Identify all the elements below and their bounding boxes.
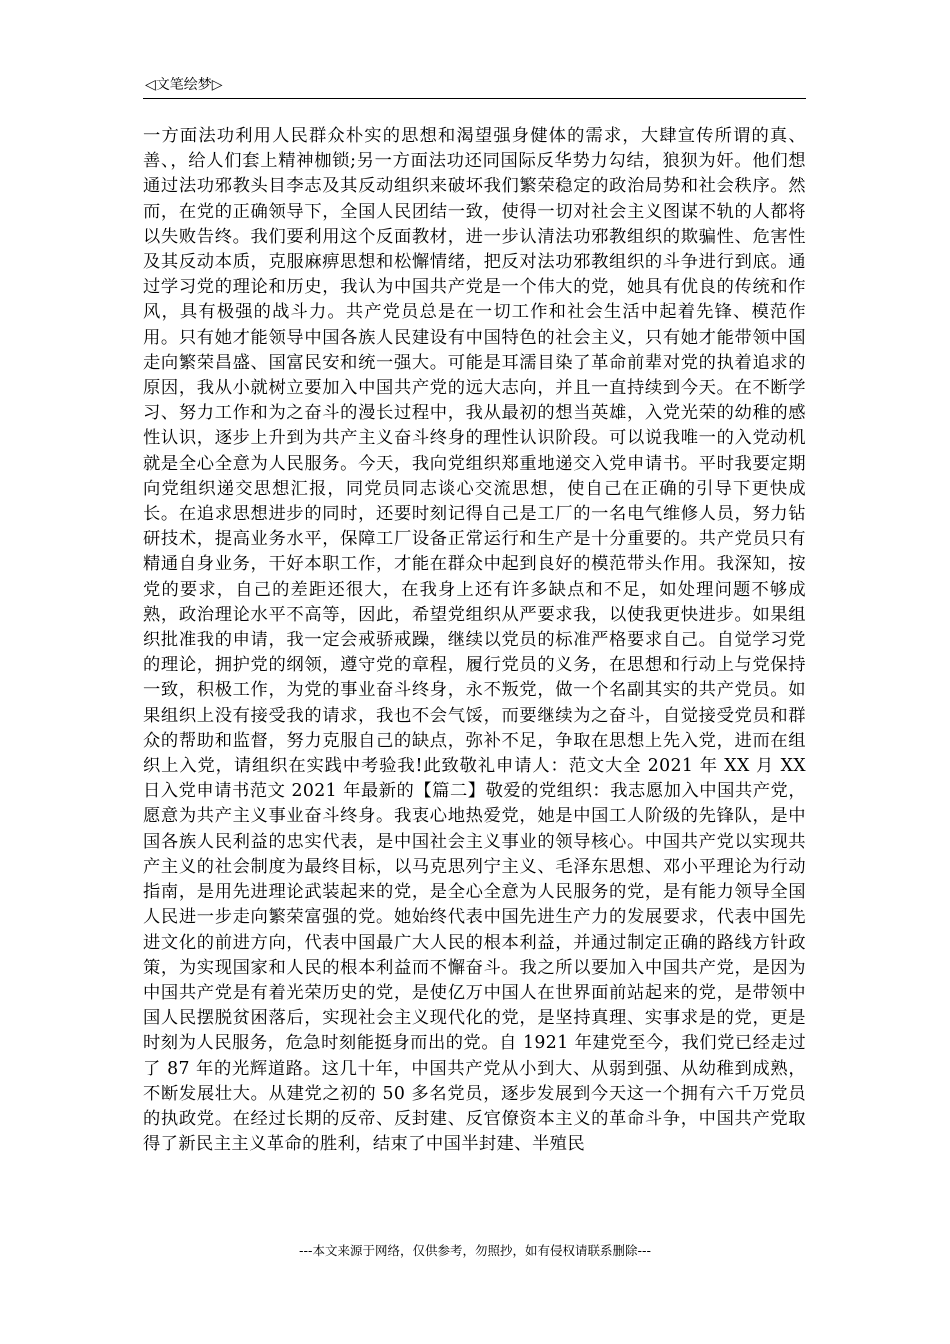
page-footer: ---本文来源于网络，仅供参考，勿照抄，如有侵权请联系删除--- xyxy=(298,1243,652,1258)
page-header xyxy=(143,72,806,99)
header-title: ◁文笔绘梦▷ xyxy=(145,77,223,93)
document-body xyxy=(143,124,806,1157)
body-paragraph: 一方面法功利用人民群众朴实的思想和渴望强身健体的需求，大肆宣传所谓的真、善、，给人们套上精神枷锁;另一方面法功还同国际反华势力勾结，狼狈为奸。他们想通过法功邪教头目李志及其反动组织来破坏我们繁荣稳定的政治局势和社会秩序。然而，在党的正确领导下，全国人民团结一致，使得一切对社会主义图谋不轨的人都将以失败告终。我们要利用这个反面教材，进一步认清法功邪教组织的欺骗性、危害性及其反动本质，克服麻痹思想和松懈情绪，把反对法功邪教组织的斗争进行到底。通过学习党的理论和历史，我认为中国共产党是一个伟大的党，她具有优良的传统和作风，具有极强的战斗力。共产党员总是在一切工作和社会生活中起着先锋、模范作用。只有她才能领导中国各族人民建设有中国特色的社会主义，只有她才能带领中国走向繁荣昌盛、国富民安和统一强大。可能是耳濡目染了革命前辈对党的执着追求的原因，我从小就树立要加入中国共产党的远大志向，并且一直持续到今天。在不断学习、努力工作和为之奋斗的漫长过程中，我从最初的想当英雄，入党光荣的幼稚的感性认识，逐步上升到为共产主义奋斗终身的理性认识阶段。可以说我唯一的入党动机就是全心全意为人民服务。今天，我向党组织郑重地递交入党申请书。平时我要定期向党组织递交思想汇报，同党员同志谈心交流思想，使自己在正确的引导下更快成长。在追求思想进步的同时，还要时刻记得自己是工厂的一名电气维修人员，努力钻研技术，提高业务水平，保障工厂设备正常运行和生产是十分重要的。共产党员只有精通自身业务，干好本职工作，才能在群众中起到良好的模范带头作用。我深知，按党的要求，自己的差距还很大，在我身上还有许多缺点和不足，如处理问题不够成熟，政治理论水平不高等，因此，希望党组织从严要求我，以使我更快进步。如果组织批准我的申请，我一定会戒骄戒躁，继续以党员的标准严格要求自己。自觉学习党的理论，拥护党的纲领，遵守党的章程，履行党员的义务，在思想和行动上与党保持一致，积极工作，为党的事业奋斗终身，永不叛党，做一个名副其实的共产党员。如果组织上没有接受我的请求，我也不会气馁，而要继续为之奋斗，自觉接受党员和群众的帮助和监督，努力克服自己的缺点，弥补不足，争取在思想上先入党，进而在组织上入党，请组织在实践中考验我!此致敬礼申请人：范文大全 2021 年 XX 月 XX 日入党申请书范文 2021 年最新的【篇二】敬爱的党组织：我志愿加入中国共产党，愿意为共产主义事业奋斗终身。我衷心地热爱党，她是中国工人阶级的先锋队，是中国各族人民利益的忠实代表，是中国社会主义事业的领导核心。中国共产党以实现共产主义的社会制度为最终目标，以马克思列宁主义、毛泽东思想、邓小平理论为行动指南，是用先进理论武装起来的党，是全心全意为人民服务的党，是有能力领导全国人民进一步走向繁荣富强的党。她始终代表中国先进生产力的发展要求，代表中国先进文化的前进方向，代表中国最广大人民的根本利益，并通过制定正确的路线方针政策，为实现国家和人民的根本利益而不懈奋斗。我之所以要加入中国共产党，是因为中国共产党是有着光荣历史的党，是使亿万中国人在世界面前站起来的党，是带领中国人民摆脱贫困落后，实现社会主义现代化的党，是坚持真理、实事求是的党，更是时刻为人民服务，危急时刻能挺身而出的党。自 1921 年建党至今，我们党已经走过了 87 年的光辉道路。这几十年，中国共产党从小到大、从弱到强、从幼稚到成熟，不断发展壮大。从建党之初的 50 多名党员，逐步发展到今天这一个拥有六千万党员的执政党。在经过长期的反帝、反封建、反官僚资本主义的革命斗争，中国共产党取得了新民主主义革命的胜利，结束了中国半封建、半殖民 xyxy=(143,126,806,1155)
